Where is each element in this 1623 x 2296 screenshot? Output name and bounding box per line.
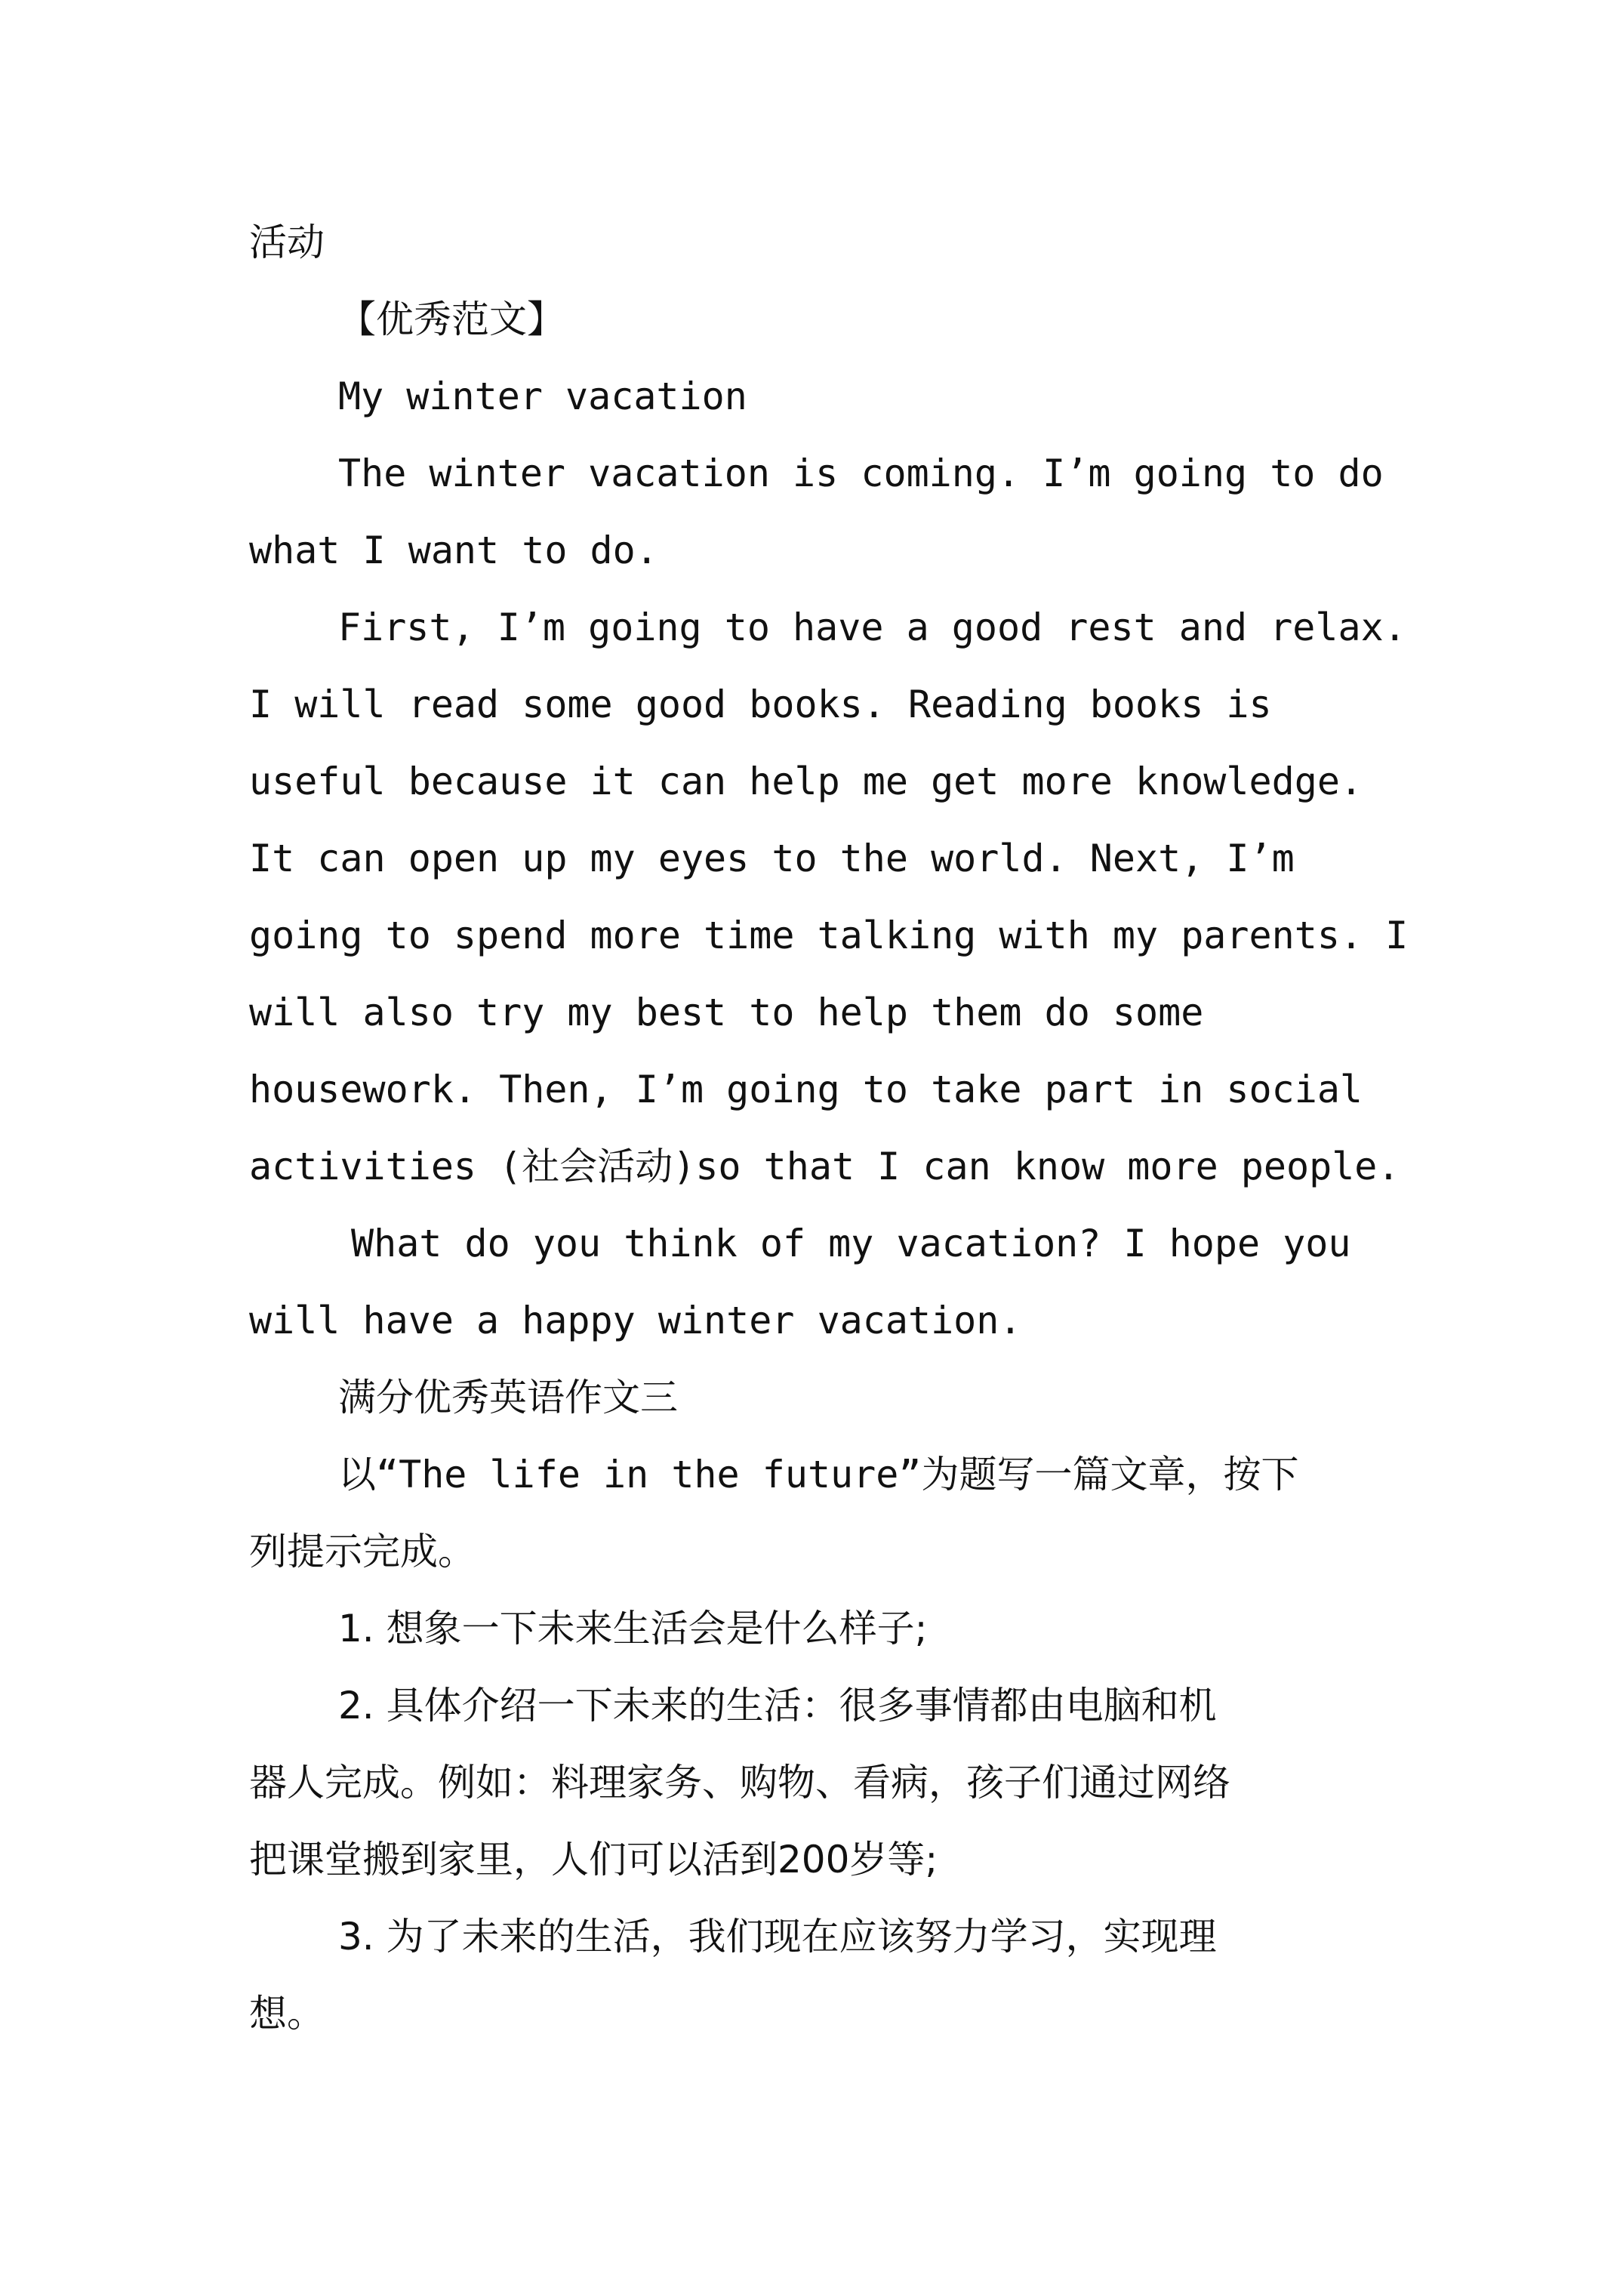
text-line: 器人完成。例如：料理家务、购物、看病，孩子们通过网络 <box>249 1761 1230 1804</box>
text-line: will also try my best to help them do some <box>249 991 1204 1034</box>
text-line: First, I’m going to have a good rest and relax. <box>338 606 1406 649</box>
list-item: 3. 为了未来的生活，我们现在应该努力学习，实现理 <box>338 1915 1217 1959</box>
text-line: The winter vacation is coming. I’m going to do <box>338 451 1384 495</box>
section-heading: 满分优秀英语作文三 <box>338 1376 678 1419</box>
text-line: It can open up my eyes to the world. Next, I’m <box>249 837 1295 880</box>
text-line: housework. Then, I’m going to take part in social <box>249 1068 1363 1111</box>
text-line: going to spend more time talking with my parents. I <box>249 914 1409 957</box>
section-heading: 【优秀范文】 <box>338 297 565 341</box>
text-line: 想。 <box>249 1992 325 2036</box>
text-line: What do you think of my vacation? I hope you <box>351 1222 1351 1265</box>
essay-title: My winter vacation <box>338 374 747 418</box>
text-line: 把课堂搬到家里，人们可以活到200岁等; <box>249 1838 938 1881</box>
text-line: I will read some good books. Reading books is <box>249 683 1272 726</box>
text-line: 列提示完成。 <box>249 1530 476 1573</box>
text-line: activities (社会活动)so that I can know more people. <box>249 1145 1400 1188</box>
text-line: will have a happy winter vacation. <box>249 1299 1022 1342</box>
text-line: what I want to do. <box>249 529 658 572</box>
text-line: useful because it can help me get more knowledge. <box>249 760 1363 803</box>
text-line: 活动 <box>249 220 325 264</box>
list-item: 2. 具体介绍一下未来的生活：很多事情都由电脑和机 <box>338 1684 1217 1727</box>
document-body <box>249 204 1409 2052</box>
list-item: 1. 想象一下未来生活会是什么样子; <box>338 1607 928 1650</box>
text-line: 以“The life in the future”为题写一篇文章，按下 <box>338 1453 1299 1496</box>
